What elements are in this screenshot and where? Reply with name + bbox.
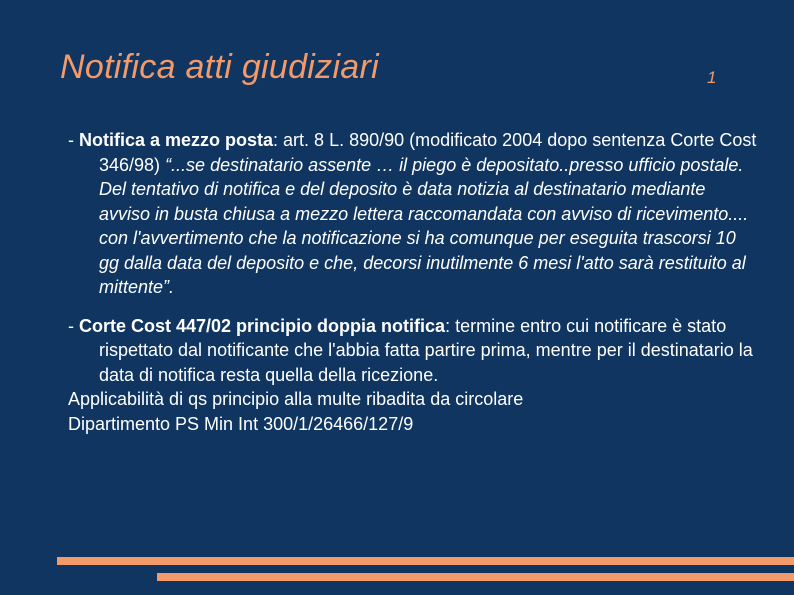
paragraph-quote: “...se destinatario assente … il piego è depositato..presso ufficio postale. Del tentativo di notifica e del deposito è data notizia al destinatario mediante avviso in busta chiusa a mezzo lettera raccomandata con avviso di ricevimento.... con l'avvertimento che la notificazione si ha comunque per eseguita trascorsi 10 gg dalla data del deposito e che, decorsi inutilmente 6 mesi l'atto sarà restituito al mittente”.	[99, 154, 749, 297]
paragraph-lead-text: : art. 8 L. 890/90 (modificato 2004 dopo sentenza Corte Cost 346/98)	[99, 130, 757, 175]
page-number: 1	[707, 68, 717, 87]
decorative-bar-top	[57, 557, 794, 565]
paragraph-notifica-posta	[68, 128, 758, 300]
paragraph-corte-cost	[68, 314, 758, 437]
bullet-dash: -	[68, 315, 79, 336]
slide-body	[68, 128, 758, 436]
paragraph-lead-bold: Notifica a mezzo posta	[79, 130, 274, 150]
decorative-bar-bottom	[157, 573, 794, 581]
slide-title: Notifica atti giudiziari	[60, 48, 379, 86]
paragraph-extra-line: Applicabilità di qs principio alla multe ribadita da circolare	[68, 389, 524, 409]
paragraph-lead-text: : termine entro cui notificare è stato rispettato dal notificante che l'abbia fatta partire prima, mentre per il destinatario la data di notifica resta quella della ricezione.	[99, 315, 753, 385]
paragraph-lead-bold: Corte Cost 447/02 principio doppia notifica	[79, 315, 446, 336]
bullet-dash: -	[68, 130, 79, 150]
paragraph-extra-line: Dipartimento PS Min Int 300/1/26466/127/9	[68, 413, 414, 434]
